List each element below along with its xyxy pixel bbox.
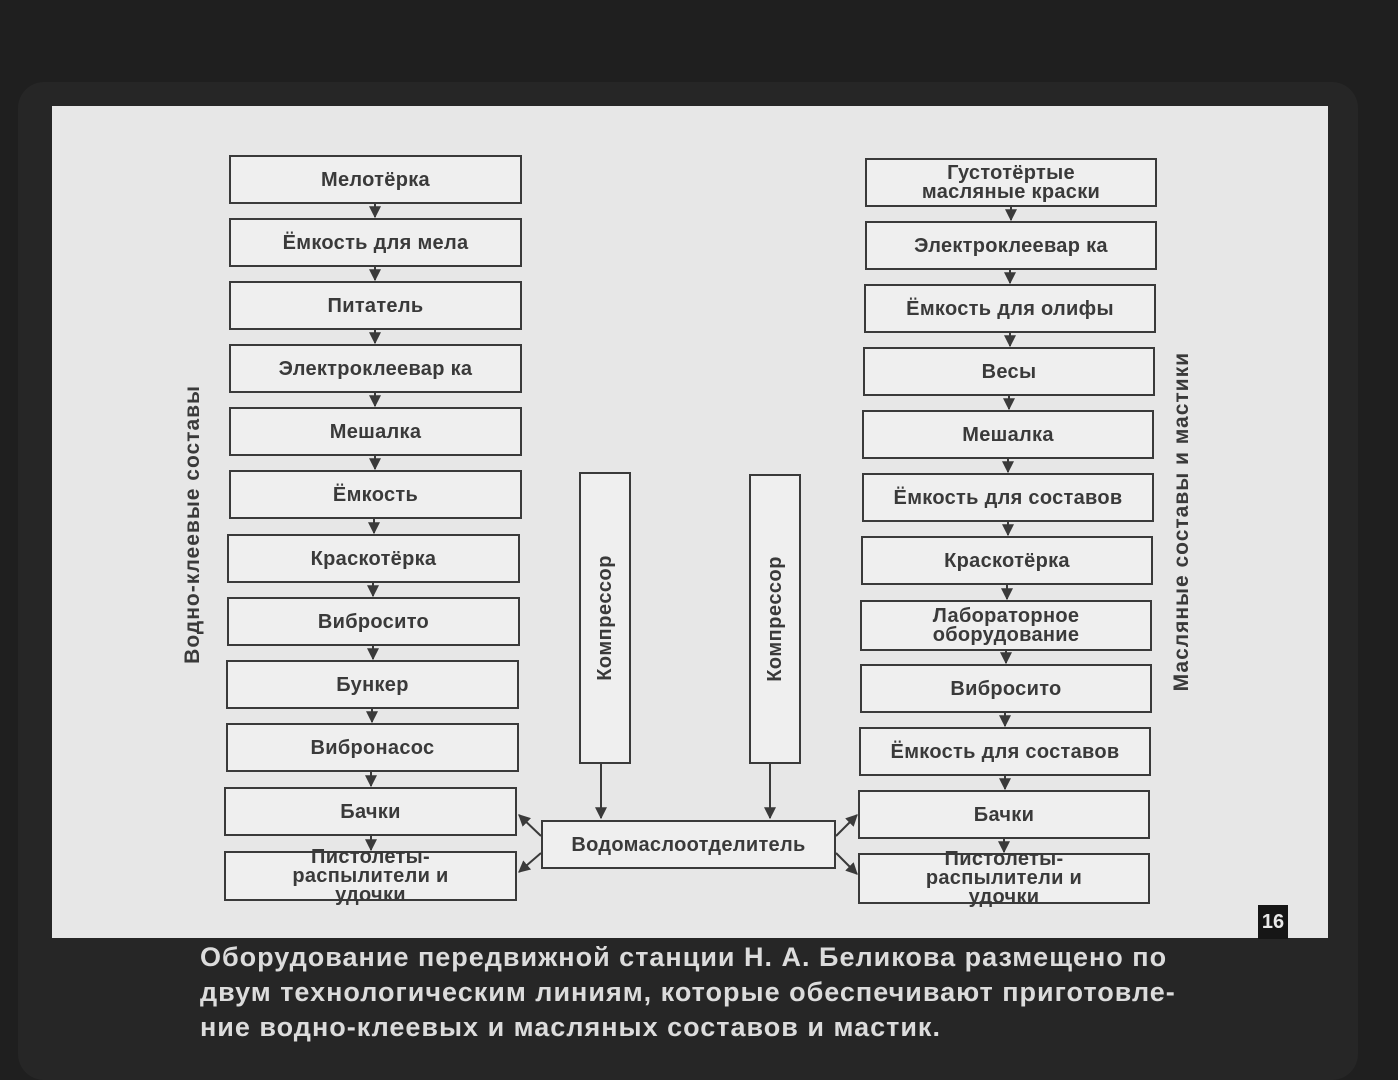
separator-arrow — [836, 853, 857, 874]
right-step: Пистолеты-распылители и удочки — [858, 853, 1150, 904]
water-oil-separator: Водомаслоотделитель — [541, 820, 836, 869]
right-line-label: Масляные составы и мастики — [1170, 352, 1193, 692]
left-step: Вибросито — [227, 597, 520, 646]
right-step: Мешалка — [862, 410, 1154, 459]
right-step: Ёмкость для составов — [859, 727, 1151, 776]
left-step: Ёмкость — [229, 470, 522, 519]
caption-line: ние водно-клеевых и масляных составов и мастик. — [200, 1012, 941, 1042]
separator-arrow — [519, 853, 541, 872]
caption — [200, 940, 1190, 1045]
left-step: Мешалка — [229, 407, 522, 456]
left-step: Краскотёрка — [227, 534, 520, 583]
right-step: Весы — [863, 347, 1155, 396]
left-line-label: Водно-клеевые составы — [181, 385, 204, 664]
separator-arrow — [519, 815, 541, 836]
left-step: Бункер — [226, 660, 519, 709]
compressor-right: Компрессор — [749, 474, 801, 764]
right-step: Лабораторное оборудование — [860, 600, 1152, 651]
left-step: Бачки — [224, 787, 517, 836]
left-step: Питатель — [229, 281, 522, 330]
right-step: Густотёртые масляные краски — [865, 158, 1157, 207]
right-step: Ёмкость для олифы — [864, 284, 1156, 333]
compressor-left: Компрессор — [579, 472, 631, 764]
left-step: Мелотёрка — [229, 155, 522, 204]
caption-line: Оборудование передвижной станции Н. А. Беликова размещено по — [200, 942, 1168, 972]
separator-arrow — [836, 815, 857, 836]
slide-number: 16 — [1258, 905, 1288, 939]
left-step: Ёмкость для мела — [229, 218, 522, 267]
left-step: Пистолеты-распылители и удочки — [224, 851, 517, 901]
caption-line: двум технологическим линиям, которые обеспечивают приготовле- — [200, 977, 1176, 1007]
right-step: Краскотёрка — [861, 536, 1153, 585]
right-step: Бачки — [858, 790, 1150, 839]
left-step: Вибронасос — [226, 723, 519, 772]
left-step: Электроклеевар ка — [229, 344, 522, 393]
right-step: Ёмкость для составов — [862, 473, 1154, 522]
right-step: Электроклеевар ка — [865, 221, 1157, 270]
right-step: Вибросито — [860, 664, 1152, 713]
